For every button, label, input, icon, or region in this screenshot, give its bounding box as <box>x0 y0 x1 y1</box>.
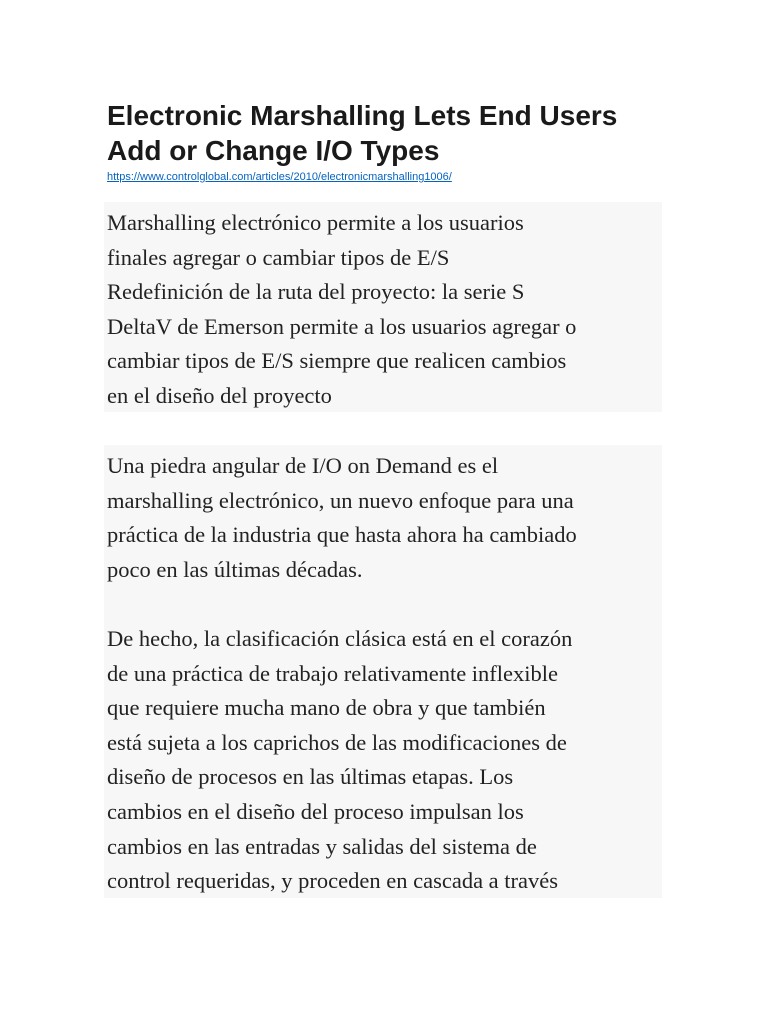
paragraph-line: poco en las últimas décadas. <box>107 556 363 582</box>
title-line: Electronic Marshalling Lets End Users <box>107 100 618 131</box>
source-link[interactable]: https://www.controlglobal.com/articles/2010/electronicmarshalling1006/ <box>107 171 452 183</box>
paragraph-line: finales agregar o cambiar tipos de E/S <box>107 244 450 270</box>
paragraph-line: marshalling electrónico, un nuevo enfoque para una <box>107 487 574 513</box>
paragraph-line: cambiar tipos de E/S siempre que realicen cambios <box>107 348 567 374</box>
paragraph-line: cambios en el diseño del proceso impulsan los <box>107 798 524 824</box>
paragraph-line: Redefinición de la ruta del proyecto: la serie S <box>107 279 525 305</box>
paragraph-line: diseño de procesos en las últimas etapas. Los <box>107 764 514 790</box>
page-title <box>107 98 687 168</box>
paragraph-line: De hecho, la clasificación clásica está en el corazón <box>107 626 573 651</box>
paragraph-line: control requeridas, y proceden en cascada a través <box>107 868 559 894</box>
paragraph-line: de una práctica de trabajo relativamente inflexible <box>107 660 559 686</box>
paragraph-line: está sujeta a los caprichos de las modificaciones de <box>107 729 567 755</box>
paragraph-line: DeltaV de Emerson permite a los usuarios agregar o <box>107 313 577 339</box>
paragraph-line: Una piedra angular de I/O on Demand es el <box>107 453 499 478</box>
paragraph-line: práctica de la industria que hasta ahora ha cambiado <box>107 522 577 548</box>
paragraph-io-on-demand <box>104 445 662 591</box>
paragraph-classic-marshalling <box>104 591 662 898</box>
paragraph-line: que requiere mucha mano de obra y que también <box>107 695 546 721</box>
paragraph-line: cambios en las entradas y salidas del sistema de <box>107 833 537 859</box>
title-line: Add or Change I/O Types <box>107 135 440 166</box>
paragraph-translation-summary <box>104 202 662 412</box>
paragraph-line: en el diseño del proyecto <box>107 382 332 408</box>
paragraph-line: Marshalling electrónico permite a los usuarios <box>107 210 524 235</box>
